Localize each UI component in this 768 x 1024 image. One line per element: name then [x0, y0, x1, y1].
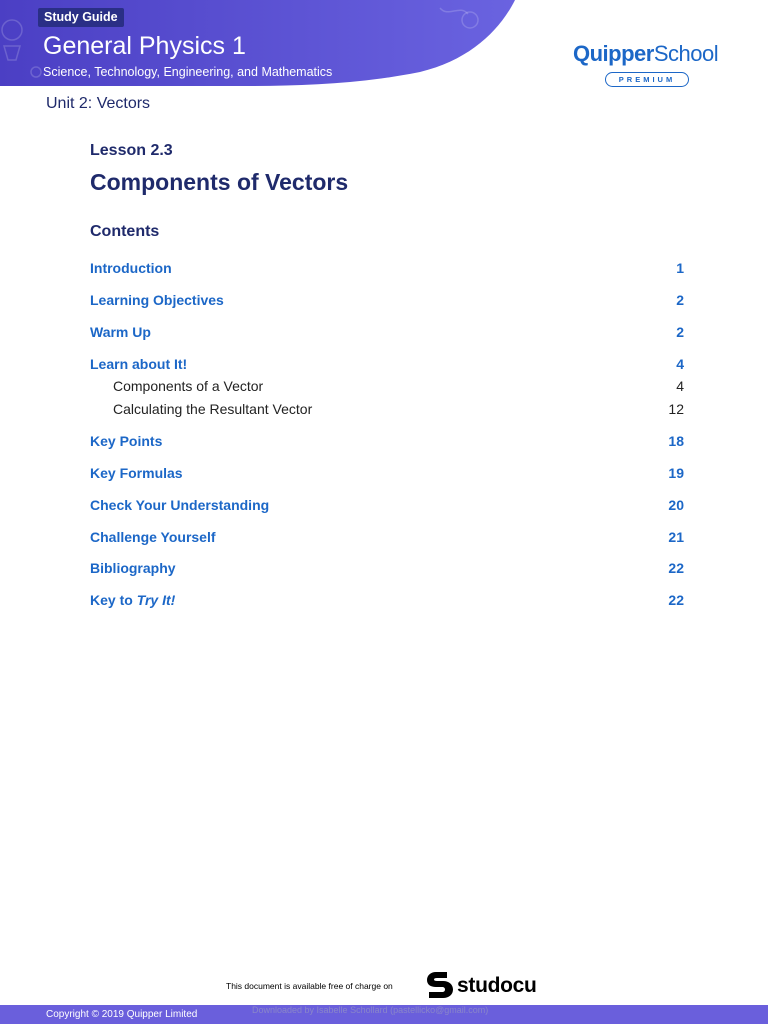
toc-entry-learn-about-it[interactable] — [90, 354, 684, 374]
toc-subentry-label: Calculating the Resultant Vector — [113, 401, 313, 417]
studocu-s-icon — [425, 969, 455, 1001]
copyright-text: Copyright © 2019 Quipper Limited — [46, 1009, 198, 1020]
toc-subentry-label: Components of a Vector — [113, 378, 264, 394]
toc-entry-challenge-yourself[interactable] — [90, 527, 684, 547]
studocu-wordmark: studocu — [457, 974, 537, 997]
study-guide-tag: Study Guide — [38, 8, 124, 27]
toc-entry-warm-up[interactable] — [90, 322, 684, 342]
lesson-title: Components of Vectors — [90, 169, 349, 195]
premium-badge: PREMIUM — [605, 72, 689, 87]
toc-entry-key-formulas[interactable] — [90, 463, 684, 483]
toc-entry-check-your-understanding[interactable] — [90, 495, 684, 515]
studocu-promo-text: This document is available free of charge on — [226, 981, 393, 991]
toc-entry-learning-objectives[interactable] — [90, 290, 684, 310]
brand-name-part1: Quipper — [573, 41, 654, 66]
table-of-contents — [90, 0, 684, 620]
toc-entry-label: Learn about It! — [90, 356, 188, 372]
toc-entry-page: 4 — [676, 356, 684, 372]
toc-entry-label: Key Formulas — [90, 465, 183, 481]
toc-entry-bibliography[interactable] — [90, 558, 684, 578]
studocu-logo[interactable] — [425, 969, 549, 1003]
toc-subentry-page: 12 — [668, 401, 684, 417]
contents-heading: Contents — [90, 223, 160, 240]
toc-entry-label: Check Your Understanding — [90, 497, 270, 513]
toc-entry-page: 2 — [676, 324, 684, 340]
toc-entry-introduction[interactable] — [90, 258, 684, 278]
unit-title: Unit 2: Vectors — [46, 95, 151, 112]
toc-entry-page: 20 — [668, 497, 684, 513]
toc-entry-page: 21 — [668, 529, 684, 545]
toc-entry-label — [90, 590, 175, 610]
toc-entry-page: 19 — [668, 465, 684, 481]
toc-subentry-page: 4 — [676, 378, 684, 394]
toc-entry-page: 22 — [668, 592, 684, 608]
course-title: General Physics 1 — [43, 32, 246, 60]
toc-entry-label-prefix: Key to — [90, 592, 137, 608]
download-watermark: Downloaded by Isabelle Schollard (pastellicko@gmail.com) — [252, 1005, 489, 1015]
toc-entry-label: Introduction — [90, 260, 172, 276]
toc-entry-key-to-try-it[interactable] — [90, 590, 684, 610]
toc-entry-page: 22 — [668, 560, 684, 576]
lesson-number: Lesson 2.3 — [90, 142, 173, 159]
toc-entry-label: Challenge Yourself — [90, 529, 216, 545]
toc-subentry-components-of-a-vector[interactable] — [90, 376, 684, 396]
toc-entry-label: Warm Up — [90, 324, 151, 340]
toc-entry-label: Key Points — [90, 433, 163, 449]
toc-entry-label-italic: Try It! — [136, 592, 176, 608]
toc-entry-label: Learning Objectives — [90, 292, 224, 308]
toc-entry-page: 1 — [676, 260, 684, 276]
toc-entry-page: 18 — [668, 433, 684, 449]
course-subtitle: Science, Technology, Engineering, and Mathematics — [43, 65, 333, 79]
toc-entry-key-points[interactable] — [90, 431, 684, 451]
brand-name-part2: School — [653, 41, 719, 66]
toc-entry-page: 2 — [676, 292, 684, 308]
toc-subentry-calculating-resultant-vector[interactable] — [90, 399, 684, 419]
toc-entry-label: Bibliography — [90, 560, 176, 576]
